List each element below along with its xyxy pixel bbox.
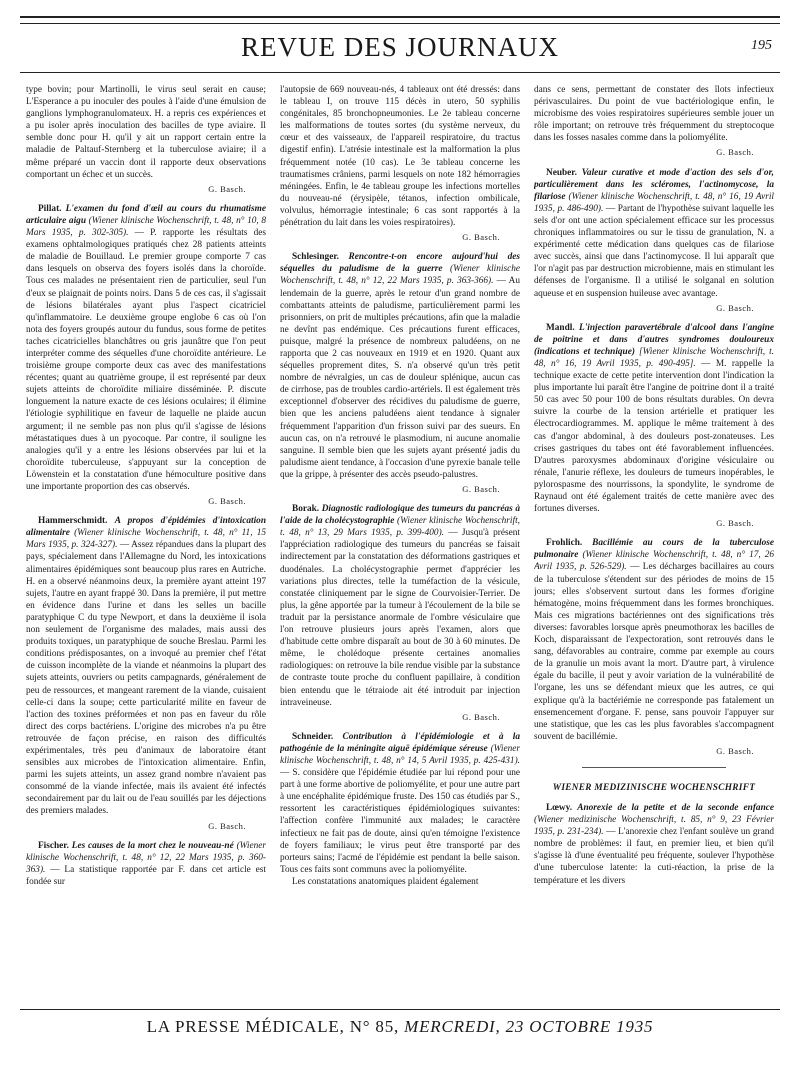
column-3 xyxy=(534,84,774,1004)
article-signature: G. Basch. xyxy=(462,484,500,494)
column-1 xyxy=(26,84,266,1004)
article-signature: G. Basch. xyxy=(462,232,500,243)
article-author: Frohlich. xyxy=(546,538,583,549)
article-source: (Wiener klinische Wochenschrift, t. 48, n° 17, 26 Avril 1935, p. 526-529). xyxy=(534,550,774,573)
article-text: — S. considère que l'épidémie étudiée par lui répond pour une part à une forme abortive de poliomyélite, et pour une autre part à une encéphalite épidémique fruste. Des 150 cas étudiés par S., ressortent les caractéristiques épidémiologiques suivantes: l'affection confère l'immunité aux malades; le caractère infectieux ne fait pas de doute, ainsi qu'en témoigne l'existence de foyers familiaux; le virus peut être transporté par des porteurs sains; l'acmé de l'épidémie est pendant la belle saison. Tous ces faits sont communs avec la poliomyélite. xyxy=(280,768,520,875)
article-source: (Wiener klinische Wochenschrift, t. 48, n° 11, 15 Mars 1935, p. 324-327). xyxy=(26,528,266,551)
article-text: — Assez répandues dans la plupart des pays, spécialement dans l'Allemagne du Nord, les intoxications alimentaires épidémiques sont beaucoup plus rares en Autriche. H. en a observé néanmoins deux, la première ayant atteint 197 sujets, l'autre en ayant frappé 30. Dans la première, il put mettre en évidence dans l'urine et dans les selles un bacille paratyphique C du type Newport, et dans la deuxième il isola non seulement de l'organisme des malades, mais aussi des produits toxiques, un paratyphique de souche Breslau. Parmi les conditions prédisposantes, on a invoqué au premier chef l'état de cuisson incomplète de la viande et néanmoins la plupart des sujets atteints, ouvriers ou petits campagnards, généralement de peu de ressources, et mangeant rarement de la viande, cuisaient celle-ci dans la soupe; cette particularité milite en faveur de l'action des toxines préformées et non pas en faveur du rôle direct des corps bactériens. L'origine des microbes n'a pu être retrouvée de façon précise, en raison des difficultés expérimentales, très peu d'animaux de laboratoire étant sensibles aux microbes de l'intoxication alimentaire. Enfin, parmi les sujets atteints, un assez grand nombre n'avaient pas consommé de la viande infectée, mais ils avaient été infectés secondairement par du lait ou de l'eau souillés par les déjections des premiers malades. xyxy=(26,540,266,817)
article-text: — Partant de l'hypothèse suivant laquelle les sels d'or ont une action spécialement efficace sur les processus chroniques inflammatoires ou sur le tissu de granulation, N. a expérimenté cette médication dans quelques cas de filariose avec succès, ainsi que dans l'actinomycose. Il lui apparaît que l'or n'agit pas par destruction microbienne, mais en stimulant les défenses de l'organisme. Il a utilisé le solganal en solution aqueuse et en suspension huileuse avec avantage. xyxy=(534,203,774,299)
article-body xyxy=(26,515,266,817)
article-body xyxy=(280,503,520,709)
continued-article xyxy=(534,84,774,159)
article-hammerschmidt xyxy=(26,515,266,831)
article-source: (Wiener klinische Wochenschrift, t. 48, n° 13, 29 Mars 1935, p. 399-400). xyxy=(280,516,520,539)
article-loewy xyxy=(534,802,774,887)
article-body xyxy=(534,322,774,516)
article-author: Lœwy. xyxy=(546,802,573,813)
article-mandl xyxy=(534,322,774,530)
article-author: Fischer. xyxy=(38,840,69,851)
article-title: A propos d'épidémies d'intoxication alimentaire xyxy=(26,516,266,539)
article-source: (Wiener klinische Wochenschrift, t. 48, n° 10, 8 Mars 1935, p. 302-305). xyxy=(26,215,266,239)
article-text: — Les décharges bacillaires au cours de la tuberculose s'étendent sur des périodes de moins de 15 jours; elles s'observent surtout dans les formes d'origine hématogène, moins fréquemment dans les formes bronchiques. Mais ces migrations bactériennes ont des significations très diverses: favorables lorsque après pneumothorax les bacilles de Koch, disparaissant de l'expectoration, sont retrouvés dans le sang, défavorables au contraire, comme par exemple au cours de la granulie un mois avant la mort. D'autre part, à virulence égale du bacille, il peut y avoir variation de la vulnérabilité de l'organe, les uns se défendant mieux que les autres, ce qui explique qu'à la bactériémie ne corresponde pas fatalement un ensemencement d'organe. F. pense, sans pouvoir l'appuyer sur une statistique, que les cas les plus favorables s'accompagnent souvent de bacillémie. xyxy=(534,562,774,742)
article-source: (Wiener medizinische Wochenschrift, t. 85, n° 9, 23 Février 1935, p. 231-234). xyxy=(534,815,774,838)
article-signature: G. Basch. xyxy=(208,183,246,194)
article-body: type bovin; pour Martinolli, le virus seul serait en cause; L'Esperance a pu inoculer des poules à l'aide d'une émulsion de ganglions lymphogranulomateux. H. a repris ces expériences et a pu isoler après inoculation des bacilles de type aviaire. Il semble donc pour H. qu'il y ait un rapport certain entre la maladie de Paltauf-Sternberg et la tuberculose aviaire; il a même préparé un vaccin dont il rapporte deux observations comportant un échec et un succès. xyxy=(26,85,266,180)
journal-page xyxy=(20,12,780,1070)
article-text: — Jusqu'à présent l'appréciation radiologique des tumeurs du pancréas se faisait indirectement par la constatation des déformations gastriques et duodénales. La cholécystographie permet d'apprécier les variations plus directes, telle la tuméfaction de la vésicule, constatée cliniquement par le signe de Courvoisier-Terrier. De plus, la gêne apportée par la tumeur à l'écoulement de la bile se traduit par la persistance anormale de l'ombre vésiculaire que l'on retrouve plusieurs jours après l'examen, alors que d'habitude cette ombre disparaît au bout de 30 à 60 minutes. De même, le cholédoque présente certaines anomalies radiologiques: on retrouve la bile rendue visible par la substance de contraste toute proche du confluent papillaire, à condition bien entendu que le tétraiode ait été introduit par injection intraveineuse. xyxy=(280,528,520,708)
article-text: Les constatations anatomiques plaident également xyxy=(292,876,479,887)
article-author: Pillat. xyxy=(38,203,62,214)
article-source: (Wiener klinische Wochenschrift, t. 48, n° 16, 19 Avril 1935, p. 486-490). xyxy=(534,191,774,214)
article-text: — Au lendemain de la guerre, après le retour d'un grand nombre de combattants atteints de paludisme, particulièrement parmi les prisonniers, on prit de multiples précautions, afin que la maladie ne devînt pas endémique. Ces précautions furent efficaces, puisque, malgré la présence de nombreux paludéens, on ne rapporta que 2 cas nouveaux en 1919 et en 1920. Quant aux séquelles proprement dites, S. n'a observé qu'un très petit nombre de névralgies, un cas de douleur splénique, aucun cas de cirrhose, pas de troubles cardio-artériels. Il est également très exceptionnel d'observer des récidives du paludisme de guerre, bien que les anciens paludéens aient tendance à signaler fréquemment l'apparition d'un frisson suivi par des sueurs. En aucun cas, on n'a retrouvé le plasmodium, ni aucune anomalie sanguine. Il semble bien que les sujets ayant présenté jadis du paludisme aient tendance, à l'occasion d'une pyrexie banale telle que la grippe, à présenter des accès pseudo-palustres. xyxy=(280,276,520,480)
article-title: Contribution à l'épidémiologie et à la pathogénie de la méningite aiguë épidémique séreuse xyxy=(280,731,520,754)
article-author: Schneider. xyxy=(292,731,334,742)
article-fischer xyxy=(26,840,266,888)
continued-article xyxy=(280,84,520,243)
column-2 xyxy=(280,84,520,1004)
article-author: Neuber. xyxy=(546,167,577,178)
footer-date: MERCREDI, 23 OCTOBRE 1935 xyxy=(404,1017,654,1036)
article-signature: G. Basch. xyxy=(462,711,500,722)
article-author: Schlesinger. xyxy=(292,252,339,263)
article-signature: G. Basch. xyxy=(208,820,246,831)
article-body: dans ce sens, permettant de constater des îlots infectieux périvasculaires. Du point de vue bactériologique enfin, le microbisme des voies respiratoires supérieures semble jouer un rôle important; on retrouve très fréquemment du streptocoque dans les fosses nasales comme dans la poliomyélite. xyxy=(534,85,774,144)
article-signature: G. Basch. xyxy=(208,496,246,507)
article-source: (Wiener klinische Wochenschrift, t. 48, n° 12, 22 Mars 1935, p. 360-363). xyxy=(26,840,266,875)
page-number: 195 xyxy=(751,38,772,53)
article-title: Diagnostic radiologique des tumeurs du pancréas à l'aide de la cholécystographie xyxy=(280,504,520,527)
article-body xyxy=(534,802,774,887)
header-top-rule xyxy=(20,16,780,24)
article-signature: G. Basch. xyxy=(716,518,754,529)
article-body xyxy=(534,537,774,743)
article-body xyxy=(534,167,774,300)
article-columns xyxy=(26,84,774,1004)
article-title: Anorexie de la petite et de la seconde enfance xyxy=(577,802,774,813)
journal-section-title: REVUE DES JOURNAUX xyxy=(240,32,559,62)
article-text: — M. rappelle la technique exacte de cette petite intervention dont l'indication la plus importante lui paraît être l'angine de poitrine dont il a traité 50 cas avec 50 pour 100 de bons résultats durables. On devra suivre la courbe de la tension artérielle et pratiquer les électrocardiogrammes. M. applique le même traitement à des cas d'angor abdominal, à des douleurs post-zonateuses. Les crises gastriques du tabes ont été favorablement influencées. D'autres paroxysmes abdominaux d'origine vésiculaire ou rénale, l'anurie réflexe, les douleurs de tumeurs inopérables, le pylorospasme des nourrissons, la spondylite, le syndrome de Raynaud ont été également traités de cette manière avec des fortunes diverses. xyxy=(534,358,774,515)
article-signature: G. Basch. xyxy=(716,745,754,756)
footer-rule xyxy=(20,1009,780,1010)
article-author: Hammerschmidt. xyxy=(38,516,108,527)
article-schlesinger xyxy=(280,251,520,495)
article-title: Rencontre-t-on encore aujourd'hui des séquelles du paludisme de la guerre xyxy=(280,252,520,275)
article-schneider xyxy=(280,731,520,888)
article-source: [Wiener klinische Wochenschrift, t. 48, n° 16, 19 Avril 1935, p. 490-495]. xyxy=(534,346,774,369)
article-body xyxy=(26,203,266,493)
article-source: (Wiener klinische Wochenschrift, t. 48, n° 12, 22 Mars 1935, p. 363-366). xyxy=(280,264,520,287)
section-heading: WIENER MEDIZINISCHE WOCHENSCHRIFT xyxy=(552,782,756,793)
article-body xyxy=(280,731,520,876)
article-signature: G. Basch. xyxy=(716,302,754,313)
page-footer xyxy=(20,1017,780,1037)
article-title: Les causes de la mort chez le nouveau-né xyxy=(71,840,234,851)
article-body xyxy=(280,251,520,481)
article-pillat xyxy=(26,203,266,507)
article-text: — L'anorexie chez l'enfant soulève un grand nombre de problèmes: il faut, en premier lieu, et bien qu'il s'agisse là d'une éventualité peu fréquente, soulever l'hypothèse d'une tuberculose latente: la cuti-réaction, la prise de la température et les divers xyxy=(534,827,774,886)
article-author: Mandl. xyxy=(546,322,575,333)
article-author: Borak. xyxy=(292,504,320,515)
article-source: (Wiener klinische Wochenschrift, t. 48, n° 14, 5 Avril 1935, p. 425-431). xyxy=(280,743,520,766)
article-body xyxy=(26,840,266,888)
continued-article xyxy=(26,84,266,195)
article-title: L'injection paravertébrale d'alcool dans l'angine de poitrine et dans d'autres syndromes douloureux (indications et technique) xyxy=(534,322,774,357)
article-text: — La statistique rapportée par F. dans cet article est fondée sur xyxy=(26,864,266,887)
article-body: l'autopsie de 669 nouveau-nés, 4 tableaux ont été dressés: dans le tableau I, on trouve 115 décès in utero, 50 syphilis congénitales, 85 bronchopneumonies. Le 2e tableau concerne les malformations de toutes sortes (du système nerveux, du cœur et des vaisseaux, de l'appareil respiratoire, du tractus digestif enfin). L'atrésie intestinale est la malformation la plus fréquemment notée (10 cas). Le 3e tableau concerne les traumatismes crâniens, parmi lesquels on note 182 hémorragies méningées. Enfin, le 4e tableau groupe les infections mortelles du nouveau-né (érysipèle, tétanos, infection ombilicale, volvulus, hémorragie intestinale; 6 cas sont rapportés à la pénétration du lait dans les voies respiratoires). xyxy=(280,85,520,229)
article-title: Bacillémie au cours de la tuberculose pulmonaire xyxy=(534,538,774,561)
article-signature: G. Basch. xyxy=(716,147,754,158)
header-bottom-rule xyxy=(20,72,780,73)
article-frohlich xyxy=(534,537,774,757)
article-neuber xyxy=(534,167,774,314)
section-divider xyxy=(582,767,726,768)
article-title: L'examen du fond d'œil au cours du rhumatisme articulaire aigu xyxy=(26,203,266,226)
article-borak xyxy=(280,503,520,723)
article-text: — P. rapporte les résultats des examens ophtalmologiques pratiqués chez 28 patients atteints de maladie de Bouillaud. Le premier groupe comporte 7 cas dans lesquels on observa des foyers isolés dans la choroïde. Tous ces malades ne présentaient rien de particulier, seul l'un d'eux se plaignait de points noirs. Dans 5 de ces cas, il s'agissait de lésions bilatérales ayant plus l'aspect cicatriciel qu'inflammatoire. Le deuxième groupe englobe 6 cas où l'on nota des foyers groupés autour du fundus, sous forme de petites taches cicatricielles blanchâtres ou gris jaunâtre que l'on peut interpréter comme des séquelles d'une choroïdite antérieure. Le troisième groupe comporte deux cas avec des manifestations récentes; quant au quatrième groupe, il est représenté par deux sujets atteints de choroïdite miliaire disséminée. P. discute longuement la nature exacte de ces lésions oculaires; il élimine l'étiologie syphilitique en faveur de laquelle ne plaide aucun argument; il ne semble pas non plus qu'il s'agisse de lésions métastatiques dues à un pyocoque. Par contre, il souligne les analogies qu'il y a entre les lésions observées par lui et la choroïdite tuberculeuse, s'appuyant sur la conception de Löwenstein et la constatation d'une hémoculture positive dans une importante proportion des cas observés. xyxy=(26,228,266,492)
footer-journal: LA PRESSE MÉDICALE, N° 85, xyxy=(146,1017,400,1036)
article-title: Valeur curative et mode d'action des sels d'or, particulièrement dans les scléromes, l'actinomycose, la filariose xyxy=(534,167,774,202)
